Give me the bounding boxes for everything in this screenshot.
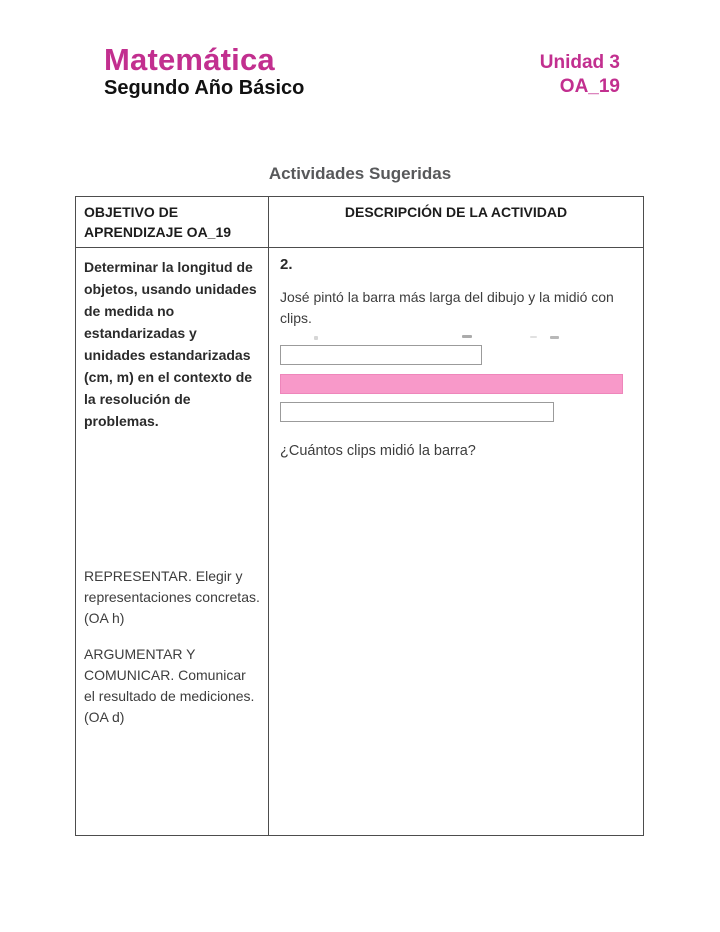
faded-image-artifacts — [280, 333, 632, 345]
objective-cell — [76, 248, 269, 836]
skill-argumentar-text: ARGUMENTAR Y COMUNICAR. Comunicar el resultado de mediciones. (OA d) — [84, 646, 255, 725]
activity-description: José pintó la barra más larga del dibujo y la midió con clips. — [280, 289, 614, 326]
faded-artifact-mark — [462, 335, 472, 338]
faded-artifact-mark — [314, 336, 318, 340]
document-header — [0, 0, 720, 100]
activity-cell — [269, 248, 644, 836]
skill-representar-text: REPRESENTAR. Elegir y representaciones concretas. (OA h) — [84, 568, 260, 626]
long-pink-bar — [280, 374, 623, 394]
faded-artifact-mark — [530, 336, 537, 338]
oa-code-label: OA_19 — [559, 76, 620, 97]
description-column-header: DESCRIPCIÓN DE LA ACTIVIDAD — [269, 197, 644, 248]
short-white-bar — [280, 345, 482, 365]
section-title: Actividades Sugeridas — [268, 164, 452, 183]
activity-table — [75, 196, 644, 836]
table-body-row — [76, 248, 644, 836]
medium-white-bar — [280, 402, 554, 422]
learning-objective-text: Determinar la longitud de objetos, usando unidades de medida no estandarizadas y unidades estandarizadas (cm, m) en el contexto de la resolución de problemas. — [84, 259, 257, 429]
unit-label: Unidad 3 — [539, 52, 620, 73]
grade-subtitle: Segundo Año Básico — [104, 77, 305, 99]
subject-title: Matemática — [104, 42, 275, 77]
faded-artifact-mark — [550, 336, 559, 339]
activity-number: 2. — [280, 256, 293, 273]
header-right — [540, 42, 620, 100]
objective-column-header: OBJETIVO DE APRENDIZAJE OA_19 — [76, 197, 269, 248]
activity-question: ¿Cuántos clips midió la barra? — [280, 443, 476, 459]
table-header-row — [76, 197, 644, 248]
header-left — [104, 42, 304, 100]
